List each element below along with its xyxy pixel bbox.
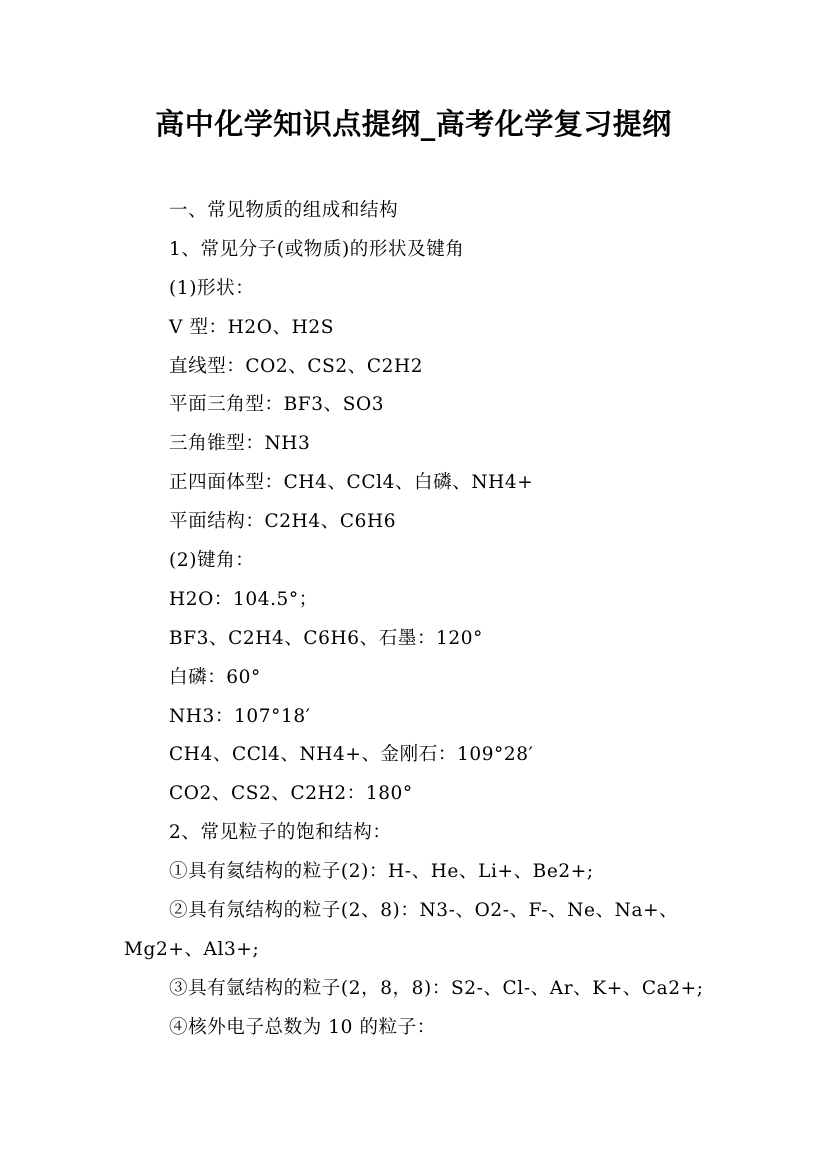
document-body <box>124 192 724 1048</box>
text-line: ④核外电子总数为 10 的粒子： <box>169 1016 436 1038</box>
document-title: 高中化学知识点提纲_高考化学复习提纲 <box>155 107 672 141</box>
text-line: ②具有氖结构的粒子(2、8)：N3-、O2-、F-、Ne、Na+、 <box>169 900 679 922</box>
subsection-heading: 2、常见粒子的饱和结构： <box>169 822 392 844</box>
text-line: (1)形状： <box>169 277 255 299</box>
text-line-continuation: Mg2+、Al3+; <box>124 938 260 960</box>
text-line: NH3：107°18′ <box>169 705 311 727</box>
text-line: ③具有氩结构的粒子(2，8，8)：S2-、Cl-、Ar、K+、Ca2+; <box>169 977 704 999</box>
text-line: 白磷：60° <box>169 666 261 688</box>
text-line: H2O：104.5°； <box>169 588 318 610</box>
text-line: 直线型：CO2、CS2、C2H2 <box>169 355 424 377</box>
text-line: 三角锥型：NH3 <box>169 433 311 455</box>
text-line: CO2、CS2、C2H2：180° <box>169 783 413 805</box>
text-line: 平面结构：C2H4、C6H6 <box>169 511 397 533</box>
text-line: 平面三角型：BF3、SO3 <box>169 394 385 416</box>
text-line: CH4、CCl4、NH4+、金刚石：109°28′ <box>169 744 534 766</box>
text-line: V 型：H2O、H2S <box>169 316 334 338</box>
text-line: 正四面体型：CH4、CCl4、白磷、NH4+ <box>169 472 534 494</box>
section-heading: 一、常见物质的组成和结构 <box>169 200 399 221</box>
subsection-heading: 1、常见分子(或物质)的形状及键角 <box>169 238 465 260</box>
text-line: BF3、C2H4、C6H6、石墨：120° <box>169 627 484 649</box>
text-line: ①具有氦结构的粒子(2)：H-、He、Li+、Be2+; <box>169 861 594 883</box>
text-line: (2)键角： <box>169 550 255 572</box>
